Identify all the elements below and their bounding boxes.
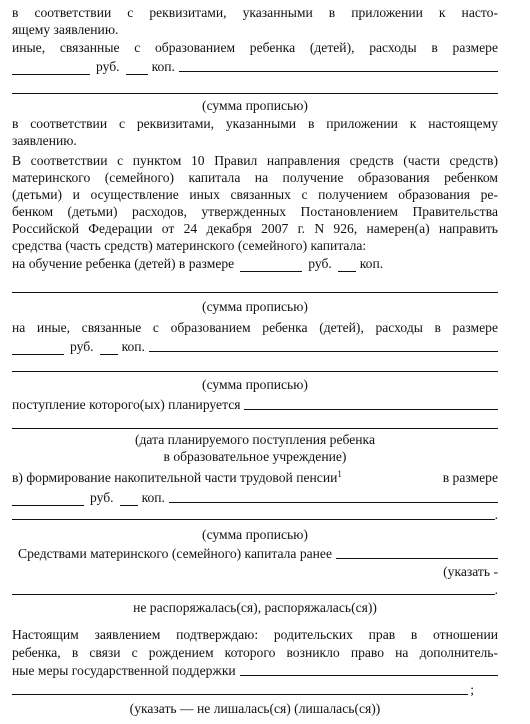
- blank-line[interactable]: [12, 682, 468, 695]
- other-amount-line: [12, 338, 498, 355]
- text-line: иные, связанные с образованием ребенка (детей), расходы в размере: [12, 40, 498, 55]
- hint: (указать -: [443, 564, 498, 579]
- earlier-label: Средствами материнского (семейного) капитала ранее: [18, 546, 332, 561]
- blank-line[interactable]: [12, 292, 498, 293]
- earlier-line: [12, 545, 498, 562]
- blank-line[interactable]: [12, 582, 495, 595]
- rub-label: руб.: [308, 256, 332, 271]
- rub-label: руб.: [70, 339, 94, 354]
- planned-line: [12, 396, 498, 413]
- blank-line[interactable]: [12, 507, 495, 520]
- kop-label: коп.: [151, 59, 175, 74]
- education-amount-line: [12, 255, 498, 272]
- caption: (сумма прописью): [202, 98, 308, 113]
- footnote-mark: 1: [337, 469, 342, 479]
- caption: (сумма прописью): [202, 299, 308, 314]
- rub-label: руб.: [90, 490, 114, 505]
- text-line: на иные, связанные с образованием ребенка (детей), расходы в размере: [12, 320, 498, 335]
- caption: (сумма прописью): [202, 377, 308, 392]
- paragraph-line: Российской Федерации от 24 декабря 2007 г. N 926, намерен(а) направить: [12, 221, 498, 236]
- caption: (дата планируемого поступления ребенка: [134, 432, 375, 447]
- paragraph-line: средства (часть средств) материнского (семейного) капитала:: [12, 238, 367, 253]
- pension-blank-line: [12, 506, 498, 523]
- education-rubles-blank[interactable]: [240, 259, 302, 272]
- planned-blank[interactable]: [244, 397, 498, 410]
- support-line: [12, 662, 498, 679]
- caption: не распоряжалась(ся), распоряжалась(ся)): [133, 600, 377, 615]
- support-label: ные меры государственной поддержки: [12, 663, 236, 678]
- dispose-blank-line: [12, 581, 498, 598]
- rub-label: руб.: [96, 59, 120, 74]
- rubles-blank[interactable]: [12, 62, 90, 75]
- other-kopecks-blank[interactable]: [100, 342, 118, 355]
- education-kopecks-blank[interactable]: [338, 259, 356, 272]
- deprived-blank-line: [12, 681, 474, 698]
- paragraph-line: ребенка, в связи с рождением которого возникло право на дополнитель-: [12, 645, 498, 660]
- blank-line[interactable]: [12, 371, 498, 372]
- blank-line[interactable]: [12, 428, 498, 429]
- education-label: на обучение ребенка (детей) в размере: [12, 256, 235, 271]
- pension-rubles-blank[interactable]: [12, 493, 84, 506]
- caption: (указать — не лишалась(ся) (лишалась(ся)): [129, 701, 381, 716]
- paragraph-line: Настоящим заявлением подтверждаю: родительских прав в отношении: [12, 627, 498, 642]
- paragraph-line: бенком (детьми) расходов, утвержденных Постановлением Правительства: [12, 204, 498, 219]
- text-line: заявлению.: [12, 133, 77, 148]
- pension-kopecks-blank[interactable]: [120, 493, 138, 506]
- kop-label: коп.: [359, 256, 384, 271]
- semicolon: ;: [470, 682, 474, 697]
- pension-amount-line: [12, 489, 498, 506]
- amount-line: [12, 58, 498, 75]
- amount-words-blank[interactable]: [149, 339, 498, 352]
- blank-line[interactable]: [12, 93, 498, 94]
- kopecks-blank[interactable]: [126, 62, 148, 75]
- caption: в образовательное учреждение): [163, 449, 347, 464]
- paragraph-line: (детьми) и осуществление иных связанных с получением образования ре-: [12, 187, 498, 202]
- kop-label: коп.: [141, 490, 165, 505]
- kop-label: коп.: [121, 339, 145, 354]
- support-blank[interactable]: [240, 663, 498, 676]
- amount-words-blank[interactable]: [179, 59, 498, 72]
- period: .: [494, 582, 498, 597]
- pension-line: [12, 469, 498, 486]
- other-rubles-blank[interactable]: [12, 342, 64, 355]
- earlier-blank[interactable]: [336, 546, 498, 559]
- caption: (сумма прописью): [202, 527, 308, 542]
- paragraph-line: В соответствии с пунктом 10 Правил направления средств (части средств): [12, 153, 498, 168]
- paragraph-line: материнского (семейного) капитала на получение образования ребенком: [12, 170, 498, 185]
- period: .: [494, 507, 498, 522]
- planned-label: поступление которого(ых) планируется: [12, 397, 241, 412]
- pension-label: в) формирование накопительной части трудовой пенсии$^1$: [12, 469, 342, 485]
- pension-tail: в размере: [442, 470, 498, 485]
- text-line: в соответствии с реквизитами, указанными в приложении к насто-: [12, 5, 498, 20]
- text-line: в соответствии с реквизитами, указанными в приложении к настоящему: [12, 116, 498, 131]
- text-line: ящему заявлению.: [12, 22, 119, 37]
- amount-words-blank[interactable]: [169, 490, 498, 503]
